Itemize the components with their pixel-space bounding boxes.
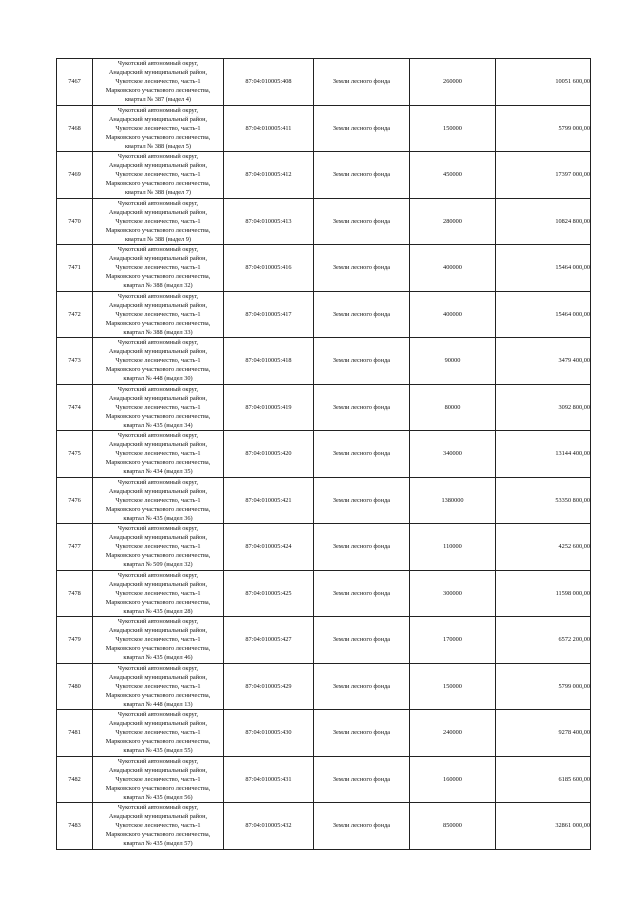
row-number: 7471 [57, 245, 93, 292]
table-row [57, 105, 591, 152]
location-cell: Чукотский автономный округ, Анадырский муниципальный район, Чукотское лесничество, часть-1 Марковского участкового лесничества, квартал № 387 (выдел 4) [93, 59, 224, 106]
price-cell: 15464 000,00 [496, 291, 591, 338]
price-cell: 6185 600,00 [496, 756, 591, 803]
row-number: 7476 [57, 477, 93, 524]
table-row [57, 384, 591, 431]
row-number: 7467 [57, 59, 93, 106]
location-cell: Чукотский автономный округ, Анадырский муниципальный район, Чукотское лесничество, часть-1 Марковского участкового лесничества, квартал № 435 (выдел 36) [93, 477, 224, 524]
cadastral-number-cell: 87:04:010005:411 [224, 105, 314, 152]
cadastral-number-cell: 87:04:010005:412 [224, 152, 314, 199]
location-cell: Чукотский автономный округ, Анадырский муниципальный район, Чукотское лесничество, часть-1 Марковского участкового лесничества, квартал № 435 (выдел 46) [93, 617, 224, 664]
table-row [57, 756, 591, 803]
cadastral-number-cell: 87:04:010005:430 [224, 710, 314, 757]
row-number: 7468 [57, 105, 93, 152]
land-category-cell: Земли лесного фонда [314, 291, 410, 338]
row-number: 7481 [57, 710, 93, 757]
row-number: 7480 [57, 663, 93, 710]
location-cell: Чукотский автономный округ, Анадырский муниципальный район, Чукотское лесничество, часть-1 Марковского участкового лесничества, квартал № 435 (выдел 34) [93, 384, 224, 431]
table-row [57, 477, 591, 524]
row-number: 7479 [57, 617, 93, 664]
price-cell: 10824 800,00 [496, 198, 591, 245]
area-cell: 170000 [410, 617, 496, 664]
table-row [57, 524, 591, 571]
cadastral-number-cell: 87:04:010005:432 [224, 803, 314, 850]
land-category-cell: Земли лесного фонда [314, 803, 410, 850]
cadastral-number-cell: 87:04:010005:425 [224, 570, 314, 617]
area-cell: 240000 [410, 710, 496, 757]
area-cell: 80000 [410, 384, 496, 431]
location-cell: Чукотский автономный округ, Анадырский муниципальный район, Чукотское лесничество, часть-1 Марковского участкового лесничества, квартал № 435 (выдел 55) [93, 710, 224, 757]
location-cell: Чукотский автономный округ, Анадырский муниципальный район, Чукотское лесничество, часть-1 Марковского участкового лесничества, квартал № 388 (выдел 32) [93, 245, 224, 292]
row-number: 7472 [57, 291, 93, 338]
land-category-cell: Земли лесного фонда [314, 245, 410, 292]
cadastral-number-cell: 87:04:010005:418 [224, 338, 314, 385]
area-cell: 400000 [410, 291, 496, 338]
area-cell: 150000 [410, 105, 496, 152]
land-category-cell: Земли лесного фонда [314, 59, 410, 106]
land-category-cell: Земли лесного фонда [314, 710, 410, 757]
area-cell: 450000 [410, 152, 496, 199]
land-category-cell: Земли лесного фонда [314, 570, 410, 617]
cadastral-number-cell: 87:04:010005:416 [224, 245, 314, 292]
location-cell: Чукотский автономный округ, Анадырский муниципальный район, Чукотское лесничество, часть-1 Марковского участкового лесничества, квартал № 435 (выдел 28) [93, 570, 224, 617]
area-cell: 850000 [410, 803, 496, 850]
row-number: 7475 [57, 431, 93, 478]
table-row [57, 431, 591, 478]
cadastral-number-cell: 87:04:010005:413 [224, 198, 314, 245]
cadastral-number-cell: 87:04:010005:408 [224, 59, 314, 106]
price-cell: 10051 600,00 [496, 59, 591, 106]
price-cell: 3092 800,00 [496, 384, 591, 431]
cadastral-number-cell: 87:04:010005:417 [224, 291, 314, 338]
row-number: 7470 [57, 198, 93, 245]
land-registry-table [56, 58, 591, 850]
price-cell: 3479 400,00 [496, 338, 591, 385]
table-row [57, 803, 591, 850]
row-number: 7477 [57, 524, 93, 571]
price-cell: 53350 800,00 [496, 477, 591, 524]
location-cell: Чукотский автономный округ, Анадырский муниципальный район, Чукотское лесничество, часть-1 Марковского участкового лесничества, квартал № 388 (выдел 9) [93, 198, 224, 245]
table-row [57, 198, 591, 245]
row-number: 7469 [57, 152, 93, 199]
price-cell: 4252 600,00 [496, 524, 591, 571]
area-cell: 150000 [410, 663, 496, 710]
price-cell: 5799 000,00 [496, 105, 591, 152]
cadastral-number-cell: 87:04:010005:424 [224, 524, 314, 571]
location-cell: Чукотский автономный округ, Анадырский муниципальный район, Чукотское лесничество, часть-1 Марковского участкового лесничества, квартал № 448 (выдел 30) [93, 338, 224, 385]
table-row [57, 152, 591, 199]
land-category-cell: Земли лесного фонда [314, 524, 410, 571]
location-cell: Чукотский автономный округ, Анадырский муниципальный район, Чукотское лесничество, часть-1 Марковского участкового лесничества, квартал № 435 (выдел 57) [93, 803, 224, 850]
land-category-cell: Земли лесного фонда [314, 198, 410, 245]
price-cell: 5799 000,00 [496, 663, 591, 710]
land-category-cell: Земли лесного фонда [314, 617, 410, 664]
cadastral-number-cell: 87:04:010005:429 [224, 663, 314, 710]
land-category-cell: Земли лесного фонда [314, 152, 410, 199]
row-number: 7478 [57, 570, 93, 617]
area-cell: 300000 [410, 570, 496, 617]
table-row [57, 710, 591, 757]
cadastral-number-cell: 87:04:010005:420 [224, 431, 314, 478]
area-cell: 400000 [410, 245, 496, 292]
table-body [57, 59, 591, 850]
price-cell: 32861 000,00 [496, 803, 591, 850]
area-cell: 90000 [410, 338, 496, 385]
price-cell: 9278 400,00 [496, 710, 591, 757]
land-category-cell: Земли лесного фонда [314, 756, 410, 803]
table-row [57, 59, 591, 106]
location-cell: Чукотский автономный округ, Анадырский муниципальный район, Чукотское лесничество, часть-1 Марковского участкового лесничества, квартал № 388 (выдел 5) [93, 105, 224, 152]
area-cell: 260000 [410, 59, 496, 106]
land-category-cell: Земли лесного фонда [314, 431, 410, 478]
price-cell: 6572 200,00 [496, 617, 591, 664]
price-cell: 17397 000,00 [496, 152, 591, 199]
table-row [57, 663, 591, 710]
table-row [57, 245, 591, 292]
table-row [57, 617, 591, 664]
location-cell: Чукотский автономный округ, Анадырский муниципальный район, Чукотское лесничество, часть-1 Марковского участкового лесничества, квартал № 388 (выдел 33) [93, 291, 224, 338]
cadastral-number-cell: 87:04:010005:421 [224, 477, 314, 524]
cadastral-number-cell: 87:04:010005:427 [224, 617, 314, 664]
land-category-cell: Земли лесного фонда [314, 477, 410, 524]
area-cell: 110000 [410, 524, 496, 571]
land-category-cell: Земли лесного фонда [314, 338, 410, 385]
table-row [57, 338, 591, 385]
area-cell: 280000 [410, 198, 496, 245]
location-cell: Чукотский автономный округ, Анадырский муниципальный район, Чукотское лесничество, часть-1 Марковского участкового лесничества, квартал № 434 (выдел 35) [93, 431, 224, 478]
cadastral-number-cell: 87:04:010005:431 [224, 756, 314, 803]
row-number: 7483 [57, 803, 93, 850]
row-number: 7474 [57, 384, 93, 431]
land-category-cell: Земли лесного фонда [314, 105, 410, 152]
price-cell: 15464 000,00 [496, 245, 591, 292]
land-category-cell: Земли лесного фонда [314, 663, 410, 710]
price-cell: 11598 000,00 [496, 570, 591, 617]
area-cell: 160000 [410, 756, 496, 803]
row-number: 7473 [57, 338, 93, 385]
location-cell: Чукотский автономный округ, Анадырский муниципальный район, Чукотское лесничество, часть-1 Марковского участкового лесничества, квартал № 435 (выдел 56) [93, 756, 224, 803]
table-row [57, 570, 591, 617]
price-cell: 13144 400,00 [496, 431, 591, 478]
location-cell: Чукотский автономный округ, Анадырский муниципальный район, Чукотское лесничество, часть-1 Марковского участкового лесничества, квартал № 509 (выдел 32) [93, 524, 224, 571]
row-number: 7482 [57, 756, 93, 803]
location-cell: Чукотский автономный округ, Анадырский муниципальный район, Чукотское лесничество, часть-1 Марковского участкового лесничества, квартал № 388 (выдел 7) [93, 152, 224, 199]
cadastral-number-cell: 87:04:010005:419 [224, 384, 314, 431]
location-cell: Чукотский автономный округ, Анадырский муниципальный район, Чукотское лесничество, часть-1 Марковского участкового лесничества, квартал № 448 (выдел 13) [93, 663, 224, 710]
land-category-cell: Земли лесного фонда [314, 384, 410, 431]
area-cell: 340000 [410, 431, 496, 478]
area-cell: 1380000 [410, 477, 496, 524]
table-row [57, 291, 591, 338]
